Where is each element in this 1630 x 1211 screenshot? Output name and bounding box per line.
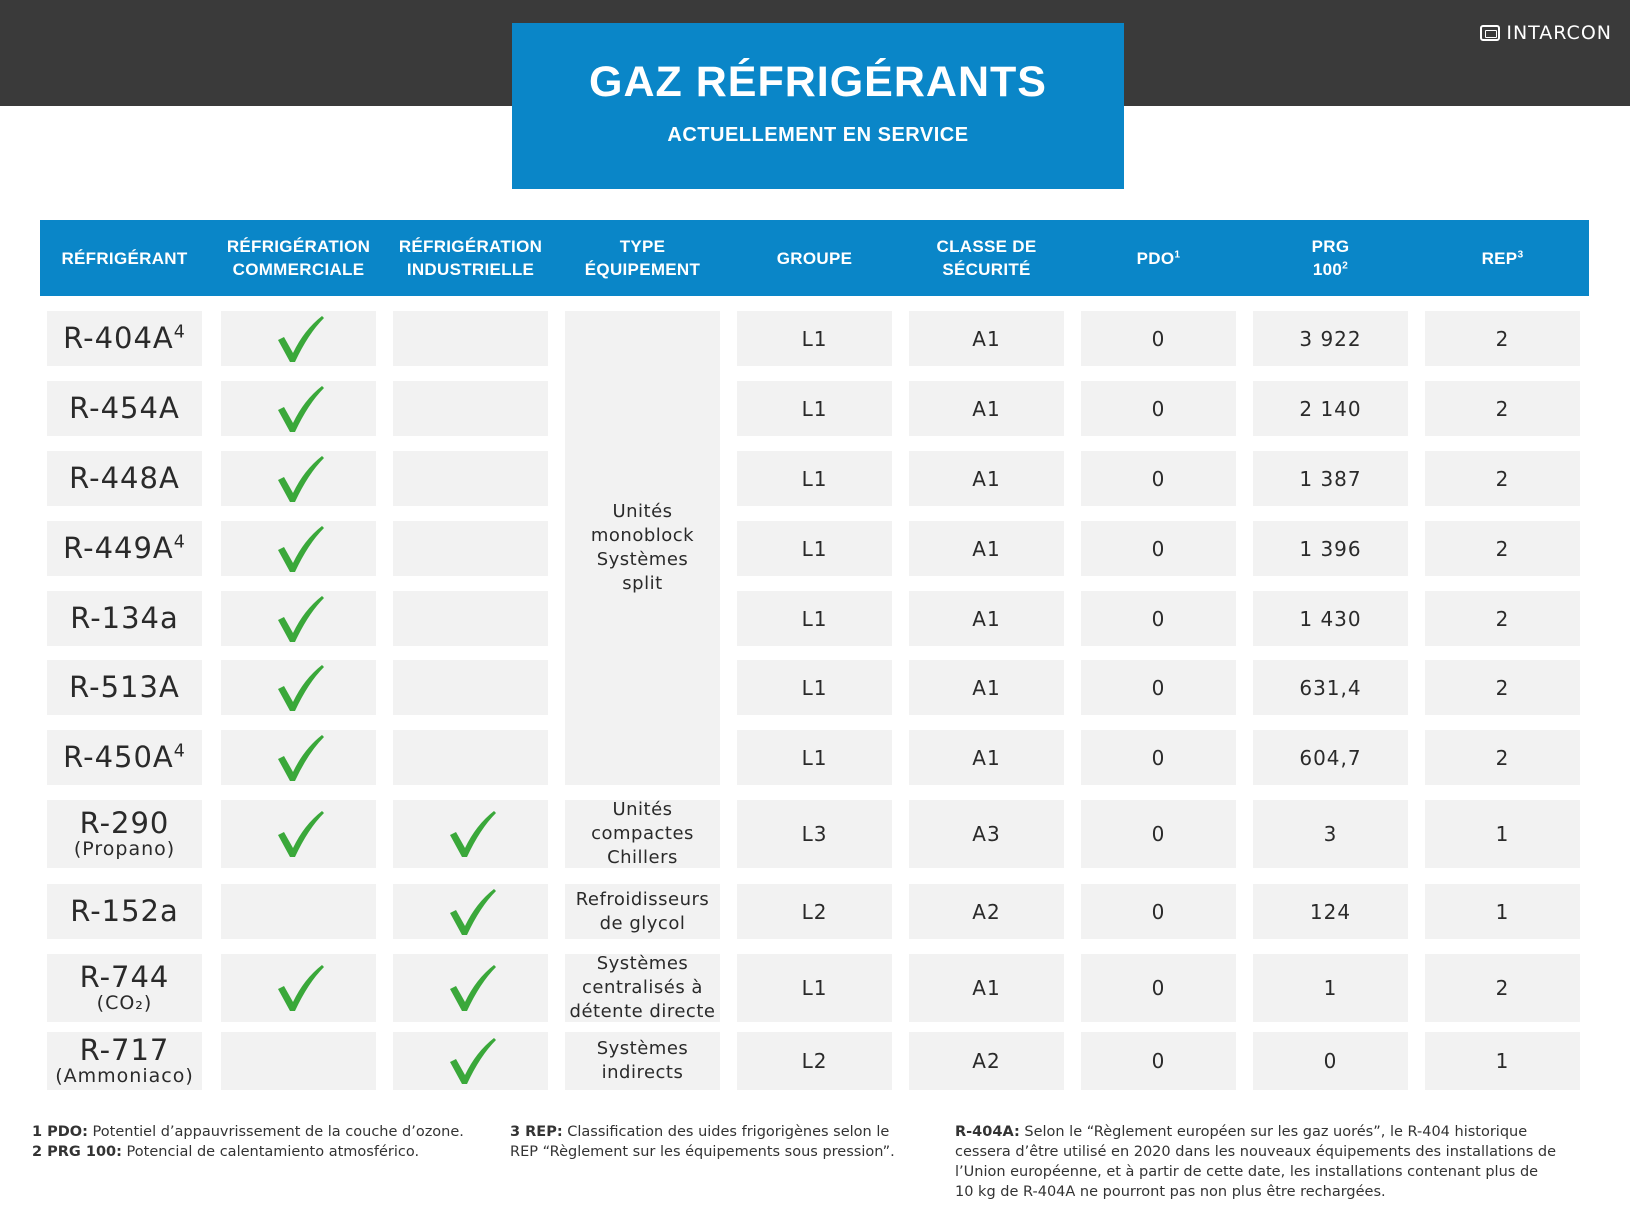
rep-value: 1	[1495, 1049, 1510, 1073]
refrigerant-name: R-717	[79, 1032, 170, 1067]
safety-value: A2	[972, 899, 1001, 924]
group-value: L1	[801, 745, 828, 770]
pdo-value: 0	[1151, 396, 1166, 421]
industrial-refrigeration-cell	[393, 800, 548, 868]
prg-cell	[1253, 521, 1408, 576]
column-header-line1: RÉFRIGÉRATION	[398, 237, 543, 256]
group-value: L2	[801, 899, 828, 924]
pdo-value: 0	[1151, 899, 1166, 924]
checkmark-icon	[272, 522, 326, 576]
refrigerant-name-cell	[47, 381, 202, 436]
pdo-cell	[1081, 660, 1236, 715]
column-header-line1: TYPE	[619, 237, 666, 256]
commercial-refrigeration-cell	[221, 311, 376, 366]
pdo-value: 0	[1151, 1049, 1166, 1073]
column-header-line2: ÉQUIPEMENT	[584, 260, 701, 279]
rep-value: 1	[1495, 822, 1510, 846]
industrial-refrigeration-cell	[393, 591, 548, 646]
footnote-prg: 2 PRG 100: Potencial de calentamiento atmosférico.	[32, 1144, 420, 1160]
group-cell	[737, 451, 892, 506]
footnote-rep-line2: REP “Règlement sur les équipements sous pression”.	[510, 1144, 895, 1160]
intarcon-logo-icon	[1480, 25, 1500, 41]
safety-value: A1	[972, 466, 1001, 491]
column-header-line1: REP	[1481, 248, 1518, 268]
prg-value: 2 140	[1299, 396, 1362, 421]
checkmark-icon	[272, 452, 326, 506]
column-header-line2: SÉCURITÉ	[942, 260, 1031, 279]
refrigerant-name-cell	[47, 311, 202, 366]
equipment-type-cell	[565, 800, 720, 868]
rep-cell	[1425, 660, 1580, 715]
safety-value: A3	[972, 822, 1001, 846]
footnote-r404a-line3: l’Union européenne, et à partir de cette date, les installations contenant plus de	[955, 1164, 1539, 1180]
column-header-sup: 1	[1174, 248, 1181, 260]
equipment-type-line: Systèmes	[596, 1038, 689, 1059]
footnotes-middle	[510, 1122, 895, 1162]
refrigerant-name: R-404A	[63, 321, 174, 356]
rep-value: 2	[1495, 466, 1510, 491]
prg-value: 1 396	[1299, 536, 1362, 561]
column-header	[729, 220, 900, 296]
rep-value: 2	[1495, 536, 1510, 561]
prg-value: 124	[1309, 899, 1352, 924]
equipment-type-cell	[565, 1032, 720, 1090]
footnotes-right	[955, 1122, 1556, 1202]
safety-cell	[909, 311, 1064, 366]
rep-cell	[1425, 311, 1580, 366]
rep-cell	[1425, 521, 1580, 576]
prg-cell	[1253, 381, 1408, 436]
prg-value: 3 922	[1299, 326, 1362, 351]
group-value: L1	[801, 606, 828, 631]
checkmark-icon	[272, 312, 326, 366]
title-box	[512, 23, 1124, 189]
checkmark-icon	[272, 731, 326, 785]
pdo-value: 0	[1151, 822, 1166, 846]
column-header-sup: 3	[1517, 248, 1524, 260]
column-header	[213, 220, 384, 296]
footnote-r404a-line2: cessera d’être utilisé en 2020 dans les nouveaux équipements des installations de	[955, 1144, 1557, 1160]
group-cell	[737, 730, 892, 785]
equipment-type-line: compactes	[591, 823, 694, 844]
equipment-type-cell	[565, 954, 720, 1022]
pdo-cell	[1081, 1032, 1236, 1090]
group-value: L1	[801, 675, 828, 700]
checkmark-icon	[272, 661, 326, 715]
prg-cell	[1253, 730, 1408, 785]
prg-cell	[1253, 1032, 1408, 1090]
pdo-cell	[1081, 884, 1236, 939]
rep-value: 2	[1495, 606, 1510, 631]
equipment-type-cell	[565, 884, 720, 939]
industrial-refrigeration-cell	[393, 1032, 548, 1090]
safety-value: A1	[972, 606, 1001, 631]
column-header-line1: RÉFRIGÉRANT	[61, 248, 188, 268]
safety-cell	[909, 451, 1064, 506]
safety-value: A2	[972, 1049, 1001, 1073]
group-value: L1	[801, 326, 828, 351]
group-cell	[737, 381, 892, 436]
refrigerant-name: R-152a	[70, 894, 179, 929]
refrigerant-name-cell	[47, 591, 202, 646]
refrigerant-name-cell	[47, 730, 202, 785]
safety-cell	[909, 730, 1064, 785]
group-cell	[737, 660, 892, 715]
rep-cell	[1425, 1032, 1580, 1090]
refrigerant-name: R-513A	[69, 670, 180, 705]
commercial-refrigeration-cell	[221, 591, 376, 646]
prg-value: 631,4	[1299, 675, 1362, 700]
safety-cell	[909, 884, 1064, 939]
footnote-r404a: R-404A: Selon le “Règlement européen sur les gaz uorés”, le R-404 historique	[955, 1124, 1528, 1140]
group-cell	[737, 1032, 892, 1090]
pdo-cell	[1081, 800, 1236, 868]
group-value: L1	[801, 466, 828, 491]
safety-value: A1	[972, 396, 1001, 421]
refrigerant-name-cell	[47, 521, 202, 576]
safety-cell	[909, 381, 1064, 436]
equipment-type-line: Unités	[612, 799, 673, 820]
equipment-type-line: split	[622, 573, 663, 594]
rep-cell	[1425, 451, 1580, 506]
rep-cell	[1425, 381, 1580, 436]
prg-value: 1 430	[1299, 606, 1362, 631]
safety-value: A1	[972, 976, 1001, 1000]
rep-cell	[1425, 800, 1580, 868]
prg-cell	[1253, 954, 1408, 1022]
refrigerant-name-cell	[47, 660, 202, 715]
pdo-cell	[1081, 730, 1236, 785]
page-title: GAZ RÉFRIGÉRANTS	[589, 58, 1047, 106]
refrigerant-name: R-454A	[69, 391, 180, 426]
prg-cell	[1253, 451, 1408, 506]
pdo-value: 0	[1151, 466, 1166, 491]
group-cell	[737, 800, 892, 868]
equipment-type-line: Refroidisseurs	[575, 888, 710, 910]
safety-value: A1	[972, 326, 1001, 351]
rep-cell	[1425, 954, 1580, 1022]
equipment-type-line: détente directe	[569, 1001, 716, 1022]
equipment-type-cell	[565, 311, 720, 785]
checkmark-icon	[272, 592, 326, 646]
refrigerant-name: R-448A	[69, 461, 180, 496]
rep-value: 2	[1495, 675, 1510, 700]
footnote-pdo: 1 PDO: Potentiel d’appauvrissement de la couche d’ozone.	[32, 1124, 464, 1140]
refrigerant-name: R-134a	[70, 601, 179, 636]
column-header	[1417, 220, 1588, 296]
industrial-refrigeration-cell	[393, 521, 548, 576]
group-cell	[737, 521, 892, 576]
equipment-type-line: de glycol	[599, 912, 686, 934]
prg-value: 1	[1323, 976, 1338, 1000]
pdo-cell	[1081, 311, 1236, 366]
safety-cell	[909, 1032, 1064, 1090]
pdo-cell	[1081, 451, 1236, 506]
rep-cell	[1425, 730, 1580, 785]
prg-value: 1 387	[1299, 466, 1362, 491]
column-header	[385, 220, 556, 296]
pdo-value: 0	[1151, 976, 1166, 1000]
rep-value: 2	[1495, 326, 1510, 351]
pdo-cell	[1081, 591, 1236, 646]
pdo-cell	[1081, 381, 1236, 436]
column-header-line1: RÉFRIGÉRATION	[226, 237, 371, 256]
column-header-line2: COMMERCIALE	[232, 260, 365, 279]
industrial-refrigeration-cell	[393, 451, 548, 506]
checkmark-icon	[444, 807, 498, 861]
refrigerant-name-cell	[47, 800, 202, 868]
brand-logo	[1480, 22, 1612, 44]
pdo-value: 0	[1151, 606, 1166, 631]
refrigerant-name: R-450A	[63, 740, 174, 775]
industrial-refrigeration-cell	[393, 311, 548, 366]
checkmark-icon	[444, 1034, 498, 1088]
equipment-type-line: Unités	[612, 501, 673, 522]
pdo-value: 0	[1151, 675, 1166, 700]
safety-cell	[909, 660, 1064, 715]
checkmark-icon	[444, 885, 498, 939]
commercial-refrigeration-cell	[221, 521, 376, 576]
commercial-refrigeration-cell	[221, 1032, 376, 1090]
safety-cell	[909, 800, 1064, 868]
column-header-line2: INDUSTRIELLE	[406, 260, 535, 279]
refrigerant-common-name: (Propano)	[73, 838, 176, 861]
group-value: L1	[801, 536, 828, 561]
commercial-refrigeration-cell	[221, 660, 376, 715]
rep-value: 1	[1495, 899, 1510, 924]
group-value: L3	[801, 822, 828, 846]
refrigerant-footnote-sup: 4	[173, 532, 186, 553]
group-cell	[737, 591, 892, 646]
footnote-rep: 3 REP: Classification des uides frigorigènes selon le	[510, 1124, 890, 1140]
prg-cell	[1253, 800, 1408, 868]
rep-value: 2	[1495, 745, 1510, 770]
equipment-type-line: indirects	[601, 1062, 684, 1083]
refrigerant-footnote-sup: 4	[173, 741, 186, 762]
commercial-refrigeration-cell	[221, 954, 376, 1022]
industrial-refrigeration-cell	[393, 381, 548, 436]
group-value: L1	[801, 976, 828, 1000]
safety-cell	[909, 954, 1064, 1022]
safety-value: A1	[972, 675, 1001, 700]
rep-value: 2	[1495, 396, 1510, 421]
rep-value: 2	[1495, 976, 1510, 1000]
column-header	[39, 220, 210, 296]
pdo-value: 0	[1151, 745, 1166, 770]
industrial-refrigeration-cell	[393, 884, 548, 939]
refrigerant-name-cell	[47, 954, 202, 1022]
refrigerant-common-name: (CO₂)	[96, 992, 153, 1015]
column-header	[1073, 220, 1244, 296]
safety-cell	[909, 521, 1064, 576]
prg-cell	[1253, 884, 1408, 939]
equipment-type-line: Systèmes	[596, 549, 689, 570]
equipment-type-line: centralisés à	[582, 977, 703, 998]
prg-cell	[1253, 660, 1408, 715]
commercial-refrigeration-cell	[221, 451, 376, 506]
column-header	[901, 220, 1072, 296]
safety-cell	[909, 591, 1064, 646]
industrial-refrigeration-cell	[393, 730, 548, 785]
pdo-cell	[1081, 954, 1236, 1022]
column-header-line1: PDO	[1136, 248, 1175, 268]
refrigerant-footnote-sup: 4	[173, 322, 186, 343]
rep-cell	[1425, 884, 1580, 939]
footnotes-left	[32, 1122, 464, 1162]
equipment-type-line: Chillers	[607, 847, 678, 868]
prg-cell	[1253, 311, 1408, 366]
safety-value: A1	[972, 745, 1001, 770]
group-cell	[737, 954, 892, 1022]
group-cell	[737, 311, 892, 366]
commercial-refrigeration-cell	[221, 730, 376, 785]
prg-value: 0	[1323, 1049, 1338, 1073]
refrigerant-name-cell	[47, 884, 202, 939]
rep-cell	[1425, 591, 1580, 646]
checkmark-icon	[272, 807, 326, 861]
checkmark-icon	[444, 961, 498, 1015]
refrigerant-name: R-744	[79, 959, 170, 994]
equipment-type-line: Systèmes	[596, 953, 689, 974]
pdo-value: 0	[1151, 536, 1166, 561]
industrial-refrigeration-cell	[393, 660, 548, 715]
column-header-line2: 100	[1312, 260, 1343, 279]
prg-value: 604,7	[1299, 745, 1362, 770]
commercial-refrigeration-cell	[221, 800, 376, 868]
prg-cell	[1253, 591, 1408, 646]
column-header-sup: 2	[1342, 260, 1349, 272]
pdo-value: 0	[1151, 326, 1166, 351]
commercial-refrigeration-cell	[221, 381, 376, 436]
group-value: L2	[801, 1049, 828, 1073]
column-header-line1: CLASSE DE	[936, 237, 1037, 256]
refrigerant-common-name: (Ammoniaco)	[55, 1065, 194, 1088]
refrigerant-name: R-449A	[63, 531, 174, 566]
page-subtitle: ACTUELLEMENT EN SERVICE	[667, 124, 969, 146]
brand-name: INTARCON	[1506, 22, 1612, 44]
safety-value: A1	[972, 536, 1001, 561]
column-header	[557, 220, 728, 296]
prg-value: 3	[1323, 822, 1338, 846]
commercial-refrigeration-cell	[221, 884, 376, 939]
checkmark-icon	[272, 961, 326, 1015]
column-header-line1: PRG	[1311, 237, 1350, 256]
pdo-cell	[1081, 521, 1236, 576]
checkmark-icon	[272, 382, 326, 436]
refrigerant-name: R-290	[79, 805, 170, 840]
column-header	[1245, 220, 1416, 296]
group-value: L1	[801, 396, 828, 421]
refrigerant-name-cell	[47, 451, 202, 506]
industrial-refrigeration-cell	[393, 954, 548, 1022]
equipment-type-line: monoblock	[590, 525, 695, 546]
refrigerant-name-cell	[47, 1032, 202, 1090]
column-header-line1: GROUPE	[776, 248, 853, 268]
group-cell	[737, 884, 892, 939]
footnote-r404a-line4: 10 kg de R-404A ne pourront pas non plus être rechargées.	[955, 1184, 1386, 1200]
